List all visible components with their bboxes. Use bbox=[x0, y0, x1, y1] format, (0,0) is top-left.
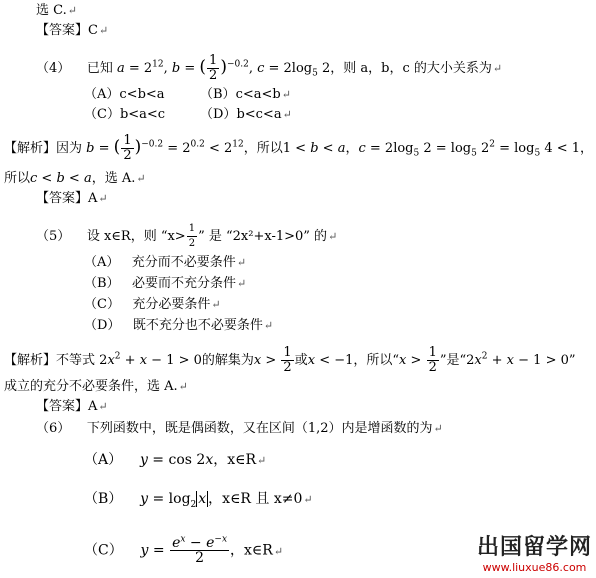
q5-analysis-cont: 成立的充分不必要条件，选 A.↵ bbox=[4, 379, 188, 394]
q4-option-a: （A）c<b<a bbox=[84, 87, 165, 102]
q5-option-d: （D） 既不充分也不必要条件↵ bbox=[84, 318, 274, 333]
q4-option-b: （B）c<a<b↵ bbox=[200, 87, 291, 102]
q6-option-c: （C） y = $\frac{e^x - e^{-x}}{2}$ ，x∈R↵ bbox=[84, 534, 284, 566]
q3-answer-line: 【答案】C↵ bbox=[36, 23, 109, 38]
q5-option-c: （C） 充分必要条件↵ bbox=[84, 297, 221, 312]
q3-choice-line: 选 C.↵ bbox=[36, 3, 77, 18]
q4-stem: （4） 已知 $a = 2^{12}$, b = ( $\frac{1}{2}$ )$^{-0.2}$, $c = 2\log_5$ 2，则 a，b，c 的大小关系为↵ bbox=[36, 53, 503, 83]
q5-answer-line: 【答案】A↵ bbox=[36, 399, 108, 414]
q4-option-d: （D）b<c<a↵ bbox=[200, 107, 292, 122]
q4-option-c: （C）b<a<c bbox=[84, 107, 166, 122]
q4-answer-line: 【答案】A↵ bbox=[36, 191, 108, 206]
q5-option-a: （A） 充分而不必要条件↵ bbox=[84, 255, 247, 270]
watermark-logo: 出国留学网 www.liuxue86.com bbox=[476, 535, 592, 574]
q4-analysis: 【解析】因为 b = ( $\frac{1}{2}$ )$^{-0.2} = 2^{0.2} < 2^{12}$，所以1 < b < a，$c = 2\log_5$ $2 = \log_5 2^2 = \log_5 4 < 1$， bbox=[4, 133, 594, 163]
q5-option-b: （B） 必要而不充分条件↵ bbox=[84, 276, 247, 291]
q4-analysis-cont: 所以c < b < a，选 A.↵ bbox=[4, 171, 146, 186]
q6-option-a: （A） y = cos 2x，x∈R↵ bbox=[84, 452, 267, 468]
q6-option-b: （B） $y = \log_2 x$ ，x∈R 且 x≠0↵ bbox=[84, 491, 313, 510]
q5-stem: （5） 设 x∈R，则 “x> $\frac{1}{2}$ ” 是 “2x²+x-1>0” 的↵ bbox=[36, 223, 338, 249]
q5-analysis: 【解析】不等式 $2x^2 + x - 1 > 0$的解集为x > $\frac{1}{2}$ 或x < −1，所以“x > $\frac{1}{2}$ ”是“$2x^2 + x - 1 > 0$” bbox=[4, 345, 576, 375]
q6-stem: （6） 下列函数中，既是偶函数，又在区间（1,2）内是增函数的为↵ bbox=[36, 421, 443, 436]
